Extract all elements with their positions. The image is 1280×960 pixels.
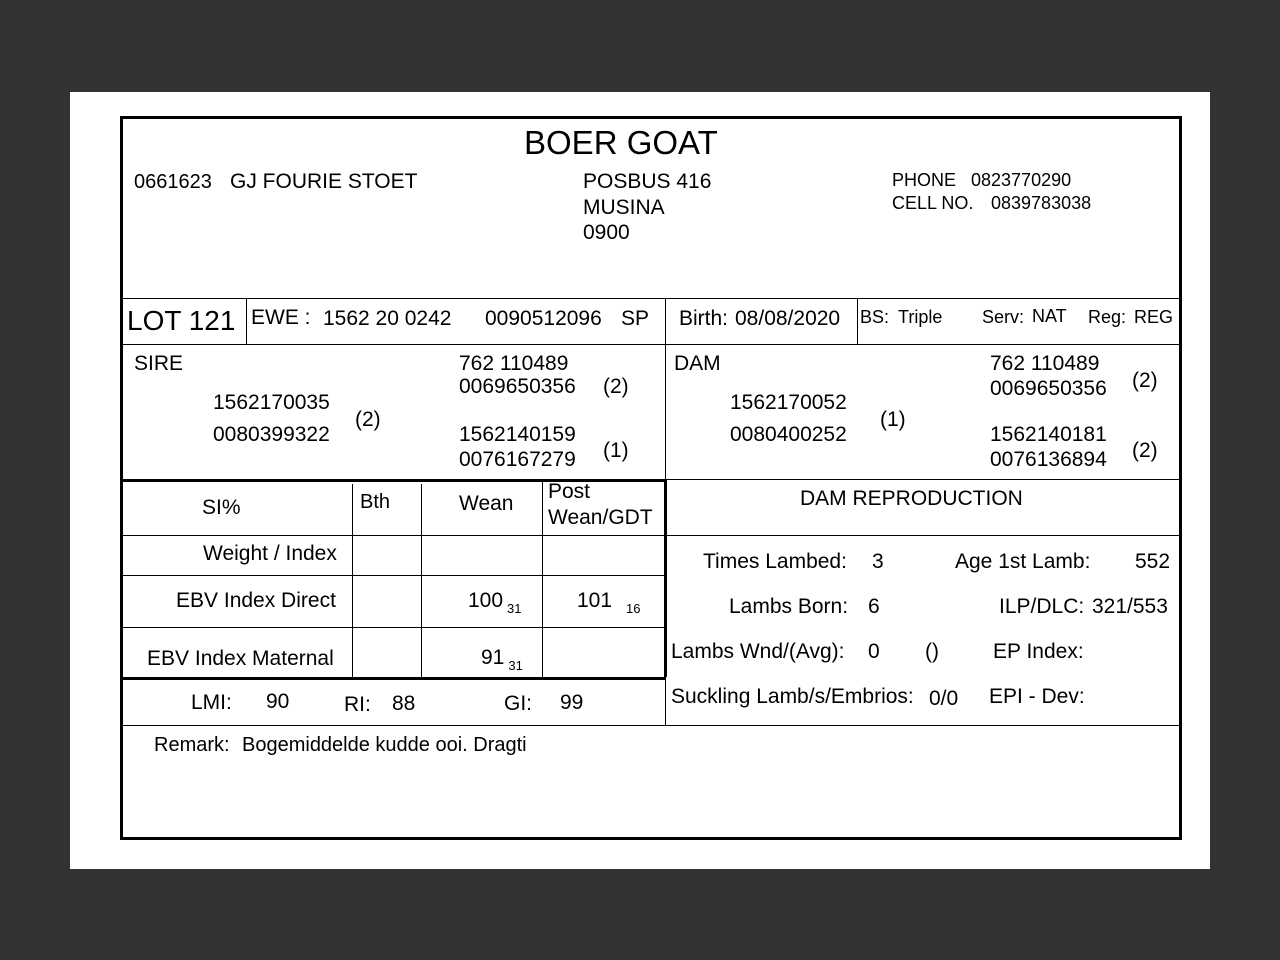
direct-wean-accuracy: 31	[507, 601, 522, 616]
serv-value: NAT	[1032, 306, 1067, 326]
remark-label: Remark:	[154, 734, 230, 756]
dam-sire-registration: 0069650356	[990, 377, 1107, 400]
remark-text: Bogemiddelde kudde ooi. Dragti	[242, 734, 527, 756]
column-bth: Bth	[360, 491, 391, 513]
divider-repro-header	[665, 535, 1180, 536]
address-line3: 0900	[583, 221, 630, 244]
direct-post-value: 101 $_{16}$	[577, 589, 641, 616]
bs-value: Triple	[898, 307, 943, 327]
age-first-lamb-value: 552	[1135, 550, 1171, 573]
ri-value: 88	[392, 692, 416, 715]
dam-dam-id: 1562140181	[990, 423, 1107, 446]
divider-animal	[122, 344, 1180, 345]
dam-count: (1)	[880, 408, 906, 431]
ep-index-label: EP Index:	[993, 640, 1084, 663]
reg-label: Reg:	[1088, 307, 1127, 327]
ilp-dlc-value: 321/553	[1092, 595, 1168, 618]
lambs-weaned-label: Lambs Wnd/(Avg):	[671, 640, 845, 663]
sire-id: 1562170035	[213, 391, 330, 414]
dam-label: DAM	[674, 352, 721, 375]
age-first-lamb-label: Age 1st Lamb:	[955, 550, 1091, 573]
sire-sire-count: (2)	[603, 375, 629, 398]
divider-header	[122, 298, 1180, 299]
column-post-line1: Post	[548, 480, 591, 503]
suckling-embrios-value: 0/0	[929, 687, 959, 710]
ewe-code: SP	[621, 307, 650, 330]
direct-post-accuracy: 16	[626, 601, 641, 616]
divider-col-wean	[421, 484, 422, 677]
divider-pedigree-right	[665, 479, 1180, 480]
lmi-label: LMI:	[191, 691, 232, 714]
sire-dam-count: (1)	[603, 439, 629, 462]
lambs-weaned-value: 0	[868, 640, 880, 663]
divider-col-bth	[352, 484, 353, 677]
lot-number: LOT 121	[127, 305, 236, 336]
divider-perf-header	[122, 535, 665, 536]
suckling-embrios-label: Suckling Lamb/s/Embrios:	[671, 685, 914, 708]
sire-count: (2)	[355, 408, 381, 431]
dam-registration: 0080400252	[730, 423, 847, 446]
row-weight-index: Weight / Index	[203, 542, 337, 565]
lmi-value: 90	[266, 690, 290, 713]
divider-lot	[246, 298, 247, 344]
ri-label: RI:	[344, 693, 371, 716]
lambs-born-label: Lambs Born:	[729, 595, 849, 618]
serv-label: Serv:	[982, 307, 1025, 327]
column-wean: Wean	[459, 492, 514, 515]
dam-sire-id: 762 110489	[990, 352, 1100, 375]
times-lambed-label: Times Lambed:	[703, 550, 847, 573]
divider-perf-row2	[122, 627, 665, 628]
row-ebv-direct: EBV Index Direct	[176, 589, 336, 612]
si-percent-label: SI%	[202, 496, 241, 519]
birth-label: Birth:	[679, 307, 729, 330]
divider-perf-row1	[122, 575, 665, 576]
dam-dam-count: (2)	[1132, 439, 1158, 462]
bs-label: BS:	[860, 307, 890, 327]
breeder-number: 0661623	[134, 171, 212, 193]
dam-id: 1562170052	[730, 391, 847, 414]
cell-number: 0839783038	[991, 193, 1092, 213]
address-line2: MUSINA	[583, 196, 665, 219]
times-lambed-value: 3	[872, 550, 884, 573]
divider-perf-right	[664, 479, 667, 677]
epi-dev-label: EPI - Dev:	[989, 685, 1085, 708]
birth-date: 08/08/2020	[735, 307, 841, 330]
dam-dam-registration: 0076136894	[990, 448, 1107, 471]
maternal-wean-value: 91 $_{31}$	[481, 646, 523, 673]
maternal-wean-accuracy: 31	[508, 658, 523, 673]
sire-sire-id: 762 110489	[459, 352, 569, 375]
lambs-born-value: 6	[868, 595, 880, 618]
breeder-name: GJ FOURIE STOET	[230, 170, 418, 193]
sale-card	[120, 116, 1182, 840]
gi-value: 99	[560, 691, 584, 714]
sire-label: SIRE	[134, 352, 184, 375]
row-ebv-maternal: EBV Index Maternal	[147, 647, 334, 670]
cell-label: CELL NO.	[892, 193, 974, 213]
phone-label: PHONE	[892, 170, 957, 190]
direct-wean-value: 100 $_{31}$	[468, 589, 522, 616]
sire-registration: 0080399322	[213, 423, 330, 446]
sire-dam-registration: 0076167279	[459, 448, 576, 471]
phone-number: 0823770290	[971, 170, 1072, 190]
column-post-line2: Wean/GDT	[548, 506, 653, 529]
divider-perf-bottom	[122, 677, 665, 680]
dam-reproduction-title: DAM REPRODUCTION	[800, 487, 1023, 510]
divider-remark	[122, 725, 1180, 726]
address-line1: POSBUS 416	[583, 170, 712, 193]
ewe-label: EWE :	[251, 306, 311, 329]
reg-value: REG	[1134, 307, 1174, 327]
ilp-dlc-label: ILP/DLC:	[999, 595, 1085, 618]
lambs-weaned-average: ()	[925, 640, 939, 663]
dam-sire-count: (2)	[1132, 369, 1158, 392]
ewe-id: 1562 20 0242	[323, 307, 452, 330]
sire-dam-id: 1562140159	[459, 423, 576, 446]
card-title: BOER GOAT	[524, 124, 718, 161]
gi-label: GI:	[504, 692, 533, 715]
sire-sire-registration: 0069650356	[459, 375, 576, 398]
divider-col-post	[542, 479, 543, 677]
ewe-registration: 0090512096	[485, 307, 602, 330]
divider-birth	[857, 298, 858, 344]
